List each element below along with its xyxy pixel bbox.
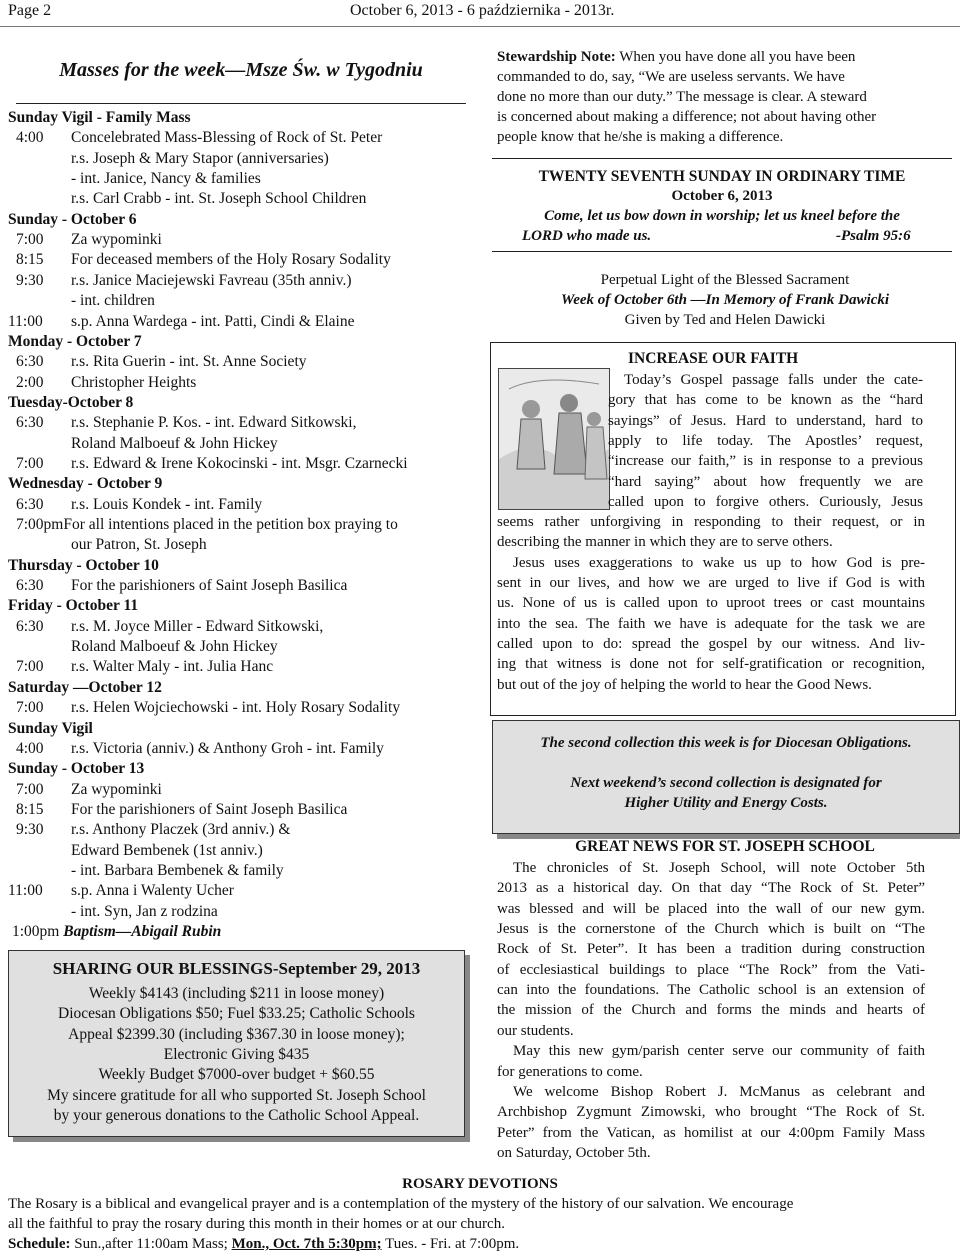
text-line: ing that witness is done not for self-gratification or recognition, (497, 656, 925, 673)
stewardship-line: done no more than our duty.” The message is clear. A steward (497, 89, 867, 105)
mass-intention: Edward Bembenek (1st anniv.) (71, 841, 263, 859)
mass-intention: r.s. Louis Kondek - int. Family (71, 495, 263, 513)
masses-list (8, 108, 468, 948)
mass-intention: For the parishioners of Saint Joseph Basilica (71, 577, 348, 595)
second-collection-box (492, 720, 960, 834)
rosary-text: all the faithful to pray the rosary during this month in their homes or at our church. (8, 1216, 505, 1232)
mass-day-heading (8, 719, 93, 739)
mass-intention: - int. Syn, Jan z rodzina (71, 902, 218, 920)
collection-line: Higher Utility and Energy Costs. (624, 795, 828, 811)
rosary-title: ROSARY DEVOTIONS (402, 1176, 558, 1192)
ordinary-quote: LORD who made us. (522, 228, 652, 244)
day-label: Thursday - October 10 (8, 556, 159, 574)
mass-text: 7:00pmFor all intentions placed in the petition box praying to (16, 516, 398, 533)
mass-intention: r.s. Victoria (anniv.) & Anthony Groh - int. Family (71, 739, 384, 757)
text-line: describing the manner in which they are to serve others. (497, 534, 833, 551)
text-line: We welcome Bishop Robert J. McManus as celebrant and (513, 1083, 925, 1100)
text-line: Peter” from the Vatican, as homilist at our 4:00pm Family Mass (497, 1124, 925, 1141)
text-line: Jesus uses exaggerations to wake us up to how God is pre- (513, 554, 925, 571)
mass-time: 8:15 (16, 800, 44, 818)
mass-day-heading (8, 596, 138, 616)
text-line: 2013 as a historical day. On that day “The Rock of St. Peter” (497, 880, 925, 897)
text-line: sent in our lives, and how we are urged to live if God is with (497, 575, 925, 592)
text-line: for generations to come. (497, 1063, 643, 1080)
mass-time: 7:00 (16, 780, 44, 798)
mass-day-heading (8, 393, 133, 413)
mass-time: 7:00 (16, 658, 44, 676)
day-label: Sunday - October 6 (8, 210, 137, 228)
mass-text: 1:00pm (12, 923, 64, 940)
text-line: called upon to forgive others. Curiously, Jesus (608, 494, 923, 511)
sharing-line: Appeal $2399.30 (including $367.30 in loose money); (68, 1025, 405, 1043)
mass-time: 6:30 (16, 414, 44, 432)
perpetual-line: Perpetual Light of the Blessed Sacrament (600, 272, 850, 288)
mass-time: 11:00 (8, 312, 43, 330)
page-date: October 6, 2013 - 6 października - 2013r. (350, 2, 615, 19)
mass-time: 7:00 (16, 454, 44, 472)
day-label: Sunday - October 13 (8, 760, 145, 778)
mass-time: 4:00 (16, 129, 44, 147)
sharing-line: Electronic Giving $435 (163, 1045, 310, 1063)
mass-intention: r.s. Helen Wojciechowski - int. Holy Rosary Sodality (71, 699, 401, 717)
ordinary-title: TWENTY SEVENTH SUNDAY IN ORDINARY TIME (538, 168, 906, 185)
text-line: apply to life today. The Apostles’ request, (608, 433, 923, 450)
mass-entry (12, 922, 221, 942)
mass-time: 6:30 (16, 353, 44, 371)
text-line: can into the foundations. The Catholic school is an extension of (497, 982, 925, 999)
perpetual-light (492, 270, 958, 330)
text-line: into the sea. The faith we have is adequate for the task we are (497, 615, 925, 632)
masses-title-box (16, 45, 466, 104)
school-title: GREAT NEWS FOR ST. JOSEPH SCHOOL (575, 838, 875, 855)
mass-day-heading (8, 678, 162, 698)
mass-intention: Christopher Heights (71, 373, 197, 391)
perpetual-line: Given by Ted and Helen Dawicki (624, 312, 826, 328)
mass-time: 6:30 (16, 577, 44, 595)
day-label: Sunday Vigil (8, 719, 93, 737)
mass-time: 8:15 (16, 251, 44, 269)
stewardship-line: When you have done all you have been (619, 49, 856, 65)
mass-intention: For deceased members of the Holy Rosary Sodality (71, 251, 391, 269)
page-header (0, 0, 960, 27)
gospel-illustration-image (498, 368, 610, 510)
day-label: Wednesday - October 9 (8, 475, 163, 493)
mass-intention: r.s. Anthony Placzek (3rd anniv.) & (71, 821, 291, 839)
text-line: on Saturday, October 5th. (497, 1144, 651, 1161)
mass-intention: r.s. Janice Maciejewski Favreau (35th anniv.) (71, 271, 352, 289)
mass-intention: Roland Malboeuf & John Hickey (71, 434, 278, 452)
day-label: Tuesday-October 8 (8, 393, 134, 411)
text-line: the mission of the Church and forms the minds and hearts of (497, 1002, 925, 1019)
stewardship-line: is concerned about making a difference; not about having other (497, 109, 877, 125)
mass-intention: Roland Malboeuf & John Hickey (71, 638, 278, 656)
mass-time: 6:30 (16, 617, 44, 635)
stewardship-line: people know that he/she is making a difference. (497, 129, 784, 145)
text-line: Archbishop Zygmunt Zimowski, who brought “The Rock of St. (497, 1104, 925, 1121)
mass-intention: Concelebrated Mass-Blessing of Rock of St. Peter (71, 129, 383, 147)
text-line: us. None of us is called upon to uproot trees or cast mountains (497, 595, 925, 612)
mass-intention: r.s. Walter Maly - int. Julia Hanc (71, 658, 274, 676)
text-line: our students. (497, 1022, 574, 1039)
page-number: Page 2 (8, 2, 52, 19)
mass-intention: our Patron, St. Joseph (71, 536, 207, 554)
schedule-sunday: Sun.,after 11:00am Mass; (74, 1236, 228, 1252)
mass-day-heading (8, 332, 142, 352)
schedule-label: Schedule: (8, 1236, 71, 1252)
schedule-monday: Mon., Oct. 7th 5:30pm; (231, 1236, 382, 1252)
mass-time: 2:00 (16, 373, 44, 391)
mass-intention: Za wypominki (71, 231, 162, 249)
mass-intention: r.s. M. Joyce Miller - Edward Sitkowski, (71, 617, 324, 635)
sharing-line: Weekly $4143 (including $211 in loose money) (88, 985, 385, 1002)
mass-intention: s.p. Anna i Walenty Ucher (71, 882, 234, 900)
mass-intention: For the parishioners of Saint Joseph Basilica (71, 800, 348, 818)
mass-time: 7:00 (16, 699, 44, 717)
text-line: called upon to do: spread the gospel by our witness. And liv- (497, 636, 925, 653)
text-line: of ecclesiastical buildings to place “The Rock” from the Vati- (497, 961, 925, 978)
stewardship-line: commanded to do, say, “We are useless servants. We have (497, 69, 845, 85)
mass-time: 9:30 (16, 821, 44, 839)
mass-intention: r.s. Carl Crabb - int. St. Joseph School Children (71, 190, 367, 208)
ordinary-time-box (492, 158, 952, 252)
ordinary-quote: Come, let us bow down in worship; let us kneel before the (544, 208, 900, 224)
mass-intention: r.s. Joseph & Mary Stapor (anniversaries) (71, 149, 329, 167)
sharing-title: SHARING OUR BLESSINGS-September 29, 2013 (52, 959, 421, 978)
perpetual-line: Week of October 6th —In Memory of Frank Dawicki (560, 292, 890, 308)
text-line: was blessed and will be placed into the wall of our new gym. (497, 900, 925, 917)
mass-day-heading (8, 556, 159, 576)
stewardship-label: Stewardship Note: (497, 49, 616, 65)
text-line: Jesus is the cornerstone of the Church which is built on “The (497, 921, 925, 938)
sharing-line: by your generous donations to the Catholic School Appeal. (53, 1106, 420, 1124)
text-line: sayings” of Jesus. Hard to understand, hard to (608, 412, 923, 429)
mass-intention: - int. children (71, 292, 155, 310)
sharing-line: Weekly Budget $7000-over budget + $60.55 (98, 1066, 375, 1084)
mass-time: 9:30 (16, 271, 44, 289)
ordinary-date: October 6, 2013 (671, 188, 773, 204)
mass-day-heading (8, 108, 191, 128)
text-line: “hard saying” about how frequently we are (608, 473, 923, 490)
mass-intention: Za wypominki (71, 780, 162, 798)
text-line: seems rather unforgiving in responding to their request, or in (497, 514, 925, 530)
sharing-line: Diocesan Obligations $50; Fuel $33.25; Catholic Schools (58, 1005, 415, 1023)
mass-day-heading (8, 474, 162, 494)
mass-entry (16, 515, 398, 535)
text-line: Today’s Gospel passage falls under the cate- (624, 372, 923, 388)
mass-intention: r.s. Rita Guerin - int. St. Anne Society (71, 353, 307, 371)
text-line: May this new gym/parish center serve our community of faith (513, 1043, 925, 1060)
mass-time: 4:00 (16, 739, 44, 757)
mass-intention: - int. Janice, Nancy & families (71, 170, 261, 188)
faith-title: INCREASE OUR FAITH (628, 350, 799, 367)
masses-title: Masses for the week—Msze Św. w Tygodniu (59, 59, 423, 81)
rosary-schedule (8, 1236, 519, 1253)
schedule-weekdays: Tues. - Fri. at 7:00pm. (385, 1236, 520, 1252)
text-line: gory that has come to be known as the “hard (608, 392, 923, 409)
day-label: Friday - October 11 (8, 597, 139, 615)
collection-line: The second collection this week is for Diocesan Obligations. (540, 735, 912, 751)
day-label: Saturday —October 12 (8, 678, 162, 696)
mass-intention: r.s. Edward & Irene Kokocinski - int. Msgr. Czarnecki (71, 454, 408, 472)
mass-time: 6:30 (16, 495, 44, 513)
text-line: The chronicles of St. Joseph School, will note October 5th (513, 860, 925, 876)
collection-line: Next weekend’s second collection is designated for (570, 775, 882, 791)
day-label: Monday - October 7 (8, 332, 142, 350)
rosary-text: The Rosary is a biblical and evangelical prayer and is a contemplation of the mystery of the history of our salvation. We encourage (8, 1196, 794, 1212)
mass-time: 7:00 (16, 231, 44, 249)
day-label: Sunday Vigil - Family Mass (8, 109, 191, 126)
ordinary-ref: -Psalm 95:6 (836, 228, 911, 244)
mass-time: 11:00 (8, 882, 43, 900)
text-line: “increase our faith,” is in response to a previous (608, 453, 923, 470)
sharing-line: My sincere gratitude for all who supported St. Joseph School (47, 1086, 426, 1104)
mass-day-heading (8, 759, 144, 779)
sharing-blessings-box (8, 950, 465, 1137)
mass-intention: s.p. Anna Wardega - int. Patti, Cindi & Elaine (71, 312, 355, 330)
baptism-text: Baptism—Abigail Rubin (63, 923, 222, 940)
text-line: but out of the joy of helping the world to hear the Good News. (497, 676, 872, 693)
mass-intention: r.s. Stephanie P. Kos. - int. Edward Sitkowski, (71, 414, 357, 432)
text-line: Rock of St. Peter”. It has been a tradition during construction (497, 941, 925, 958)
mass-day-heading (8, 210, 136, 230)
mass-intention: - int. Barbara Bembenek & family (71, 861, 284, 879)
